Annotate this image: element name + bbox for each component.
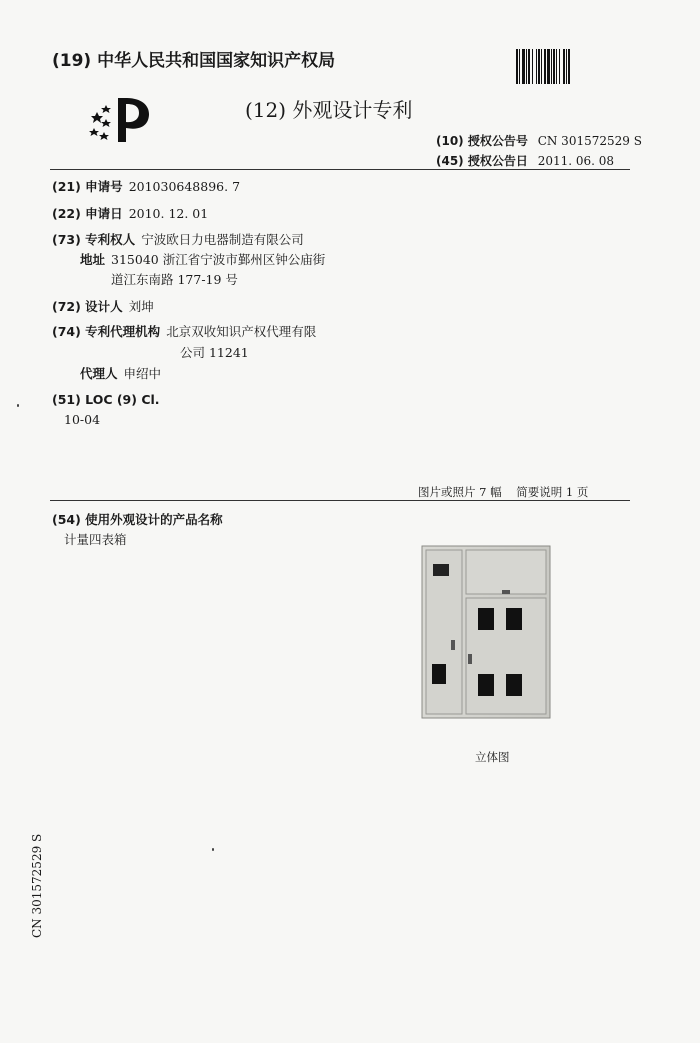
designer-value: 刘坤 — [128, 299, 154, 314]
patentee — [52, 230, 304, 248]
loc-label-text: (51) LOC (9) Cl. — [52, 392, 160, 407]
address — [80, 250, 325, 268]
loc-classification-value: 10-04 — [64, 412, 101, 427]
publication-date-label: (45) 授权公告日 — [436, 154, 528, 168]
designer — [52, 297, 154, 315]
product-name-label-text: (54) 使用外观设计的产品名称 — [52, 512, 223, 527]
publication-number — [436, 132, 642, 149]
agency-line-2: 公司 11241 — [180, 345, 249, 360]
agent — [80, 364, 161, 382]
publication-date — [436, 152, 614, 169]
document-type: (12) 外观设计专利 — [245, 98, 413, 122]
agency — [52, 322, 316, 340]
image-caption: 立体图 — [475, 750, 510, 764]
publication-date-value: 2011. 06. 08 — [537, 154, 615, 168]
product-name-value: 计量四表箱 — [64, 532, 127, 547]
agent-label: 代理人 — [80, 366, 118, 381]
application-number-label: (21) 申请号 — [52, 179, 123, 194]
office-name: (19) 中华人民共和国国家知识产权局 — [52, 51, 336, 71]
address-line-1: 315040 浙江省宁波市鄞州区钟公庙街 — [111, 252, 326, 267]
address-label: 地址 — [80, 252, 106, 267]
scan-speck — [212, 848, 214, 851]
meter-box-cabinet-image — [420, 544, 552, 720]
scan-speck — [17, 404, 19, 407]
cnipa-logo-icon — [82, 92, 160, 144]
agency-line-1: 北京双收知识产权代理有限 — [166, 324, 317, 339]
designer-label: (72) 设计人 — [52, 299, 123, 314]
address-line-2: 道江东南路 177-19 号 — [111, 272, 238, 287]
publication-number-label: (10) 授权公告号 — [436, 134, 528, 148]
patentee-value: 宁波欧日力电器制造有限公司 — [141, 232, 304, 247]
application-date-value: 2010. 12. 01 — [128, 206, 209, 221]
side-publication-code: CN 301572529 S — [30, 833, 44, 938]
barcode-icon — [516, 49, 628, 84]
application-number-value: 201030648896. 7 — [128, 179, 241, 194]
application-date — [52, 204, 208, 222]
product-name-label — [52, 510, 223, 528]
figures-note: 图片或照片 7 幅 简要说明 1 页 — [418, 485, 589, 499]
header-divider — [50, 169, 630, 170]
application-date-label: (22) 申请日 — [52, 206, 123, 221]
loc-classification-label — [52, 392, 160, 407]
agent-value: 申绍中 — [123, 366, 162, 381]
application-number — [52, 177, 240, 195]
section-divider — [50, 500, 630, 501]
publication-number-value: CN 301572529 S — [537, 134, 642, 148]
agency-label: (74) 专利代理机构 — [52, 324, 161, 339]
patentee-label: (73) 专利权人 — [52, 232, 136, 247]
